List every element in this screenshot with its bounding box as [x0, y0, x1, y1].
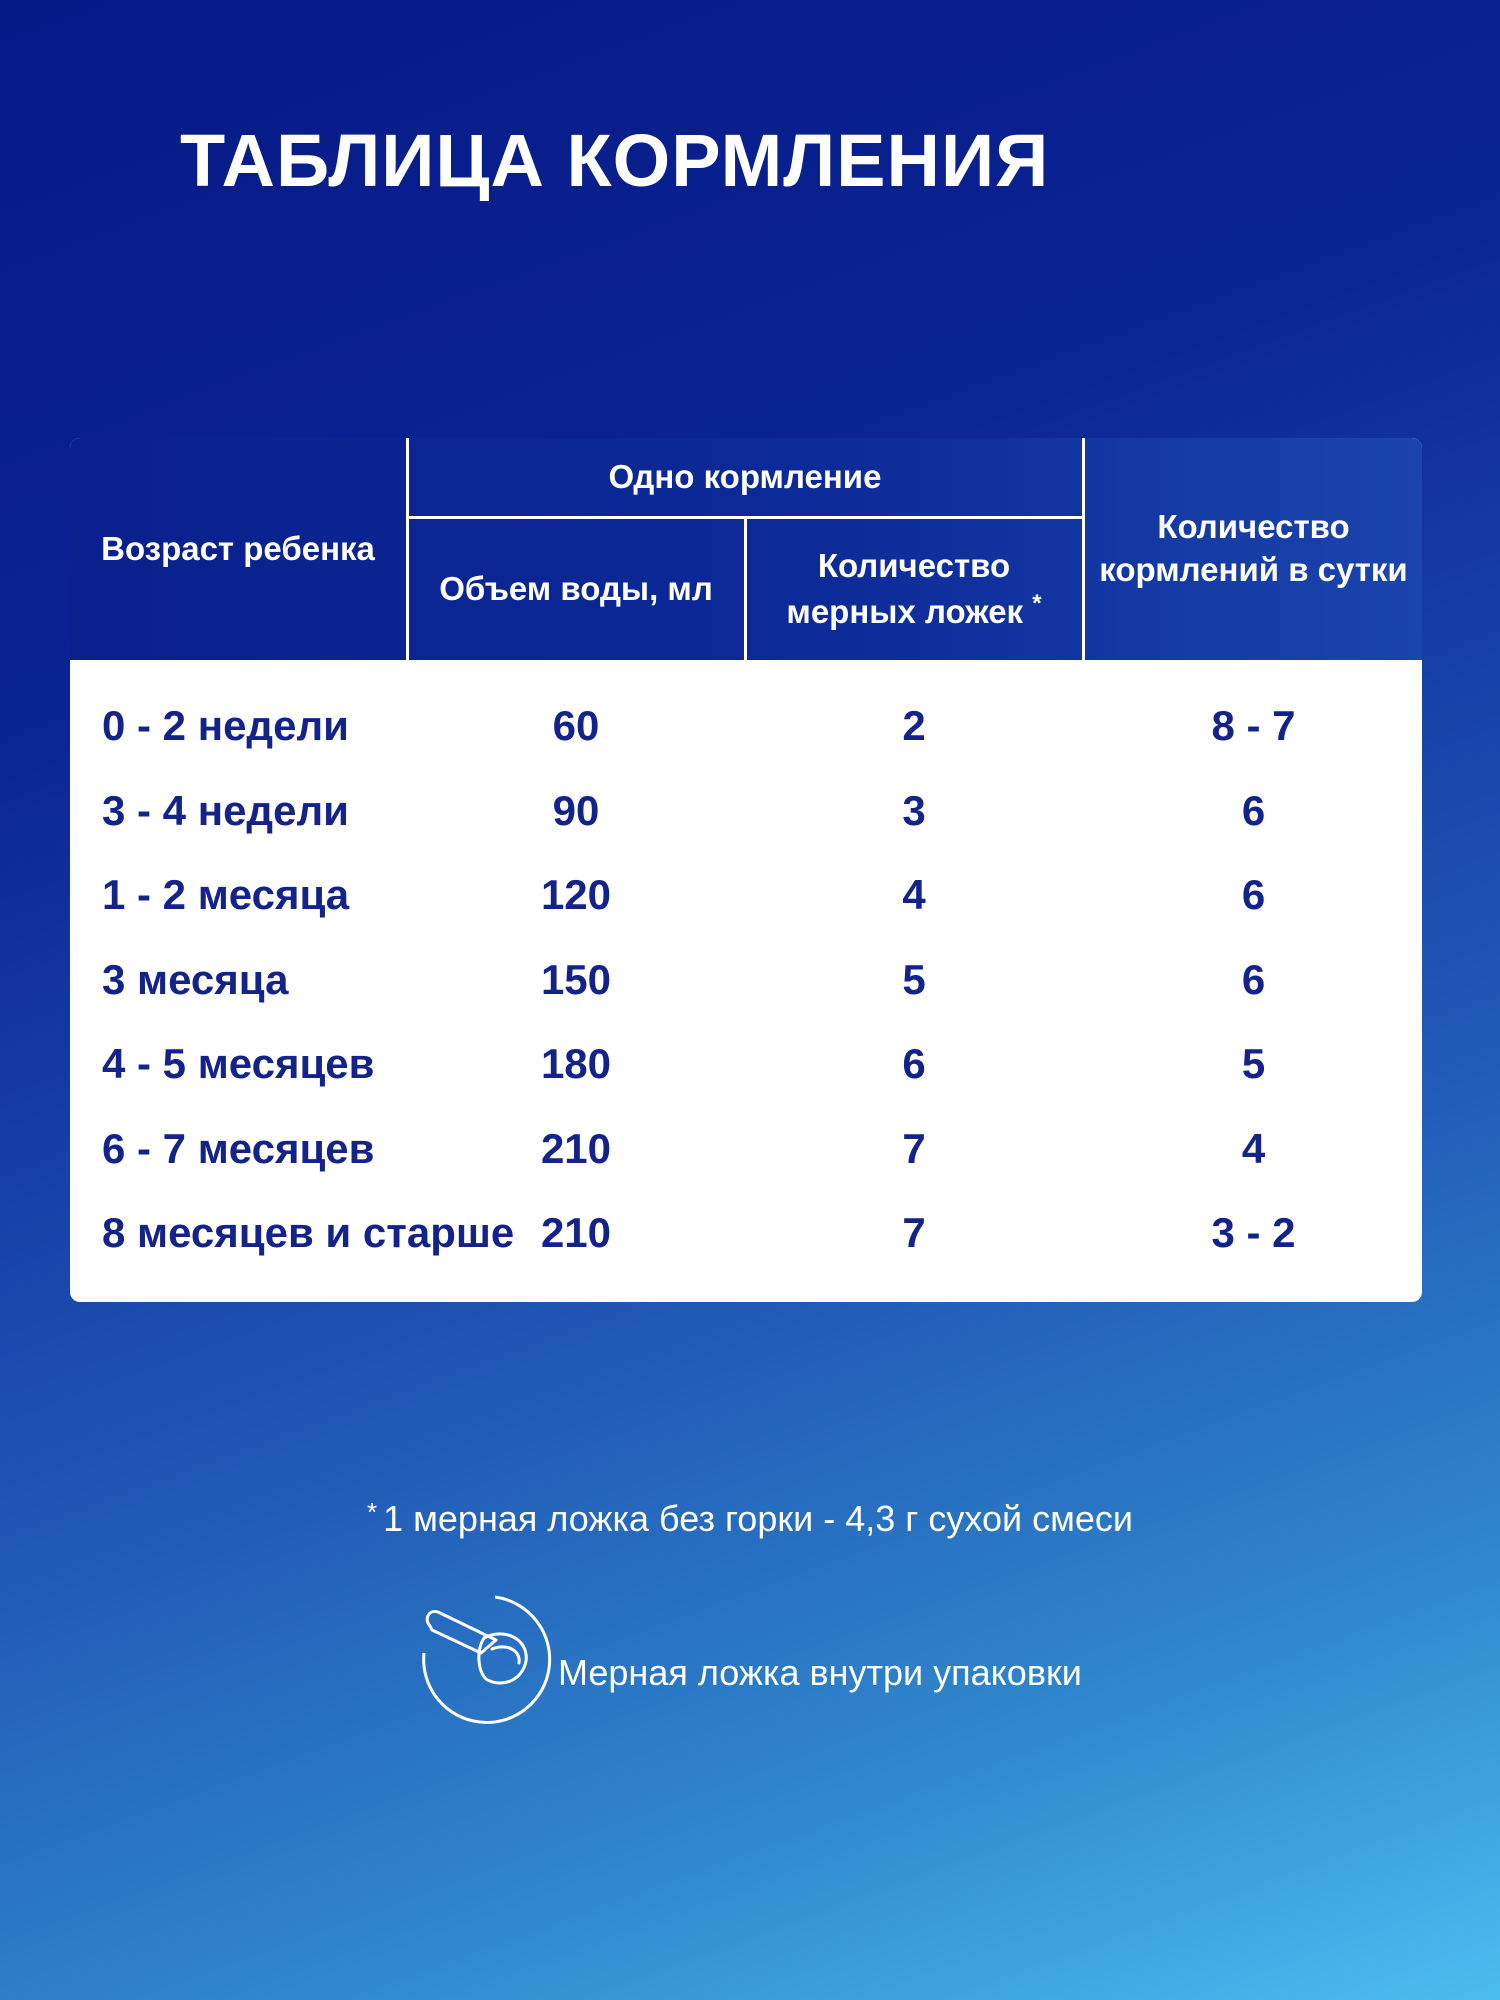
cell-water: 210 — [540, 1209, 612, 1256]
cell-feedings: 3 - 2 — [1211, 1209, 1296, 1256]
header-divider — [1082, 438, 1085, 660]
cell-age: 0 - 2 недели — [102, 702, 349, 749]
cell-spoons: 6 — [902, 1040, 926, 1087]
cell-age: 4 - 5 месяцев — [102, 1040, 375, 1087]
cell-water: 120 — [540, 871, 612, 918]
cell-spoons: 2 — [902, 702, 926, 749]
footnote-text: 1 мерная ложка без горки - 4,3 г сухой смеси — [383, 1498, 1133, 1539]
cell-feedings: 8 - 7 — [1211, 702, 1296, 749]
header-one-feeding: Одно кормление — [608, 457, 882, 495]
table-row — [70, 1107, 1422, 1191]
cell-feedings: 6 — [1241, 787, 1266, 834]
header-divider — [406, 516, 1085, 519]
header-feedings-per-day — [1085, 438, 1422, 660]
header-water-volume: Объем воды, мл — [439, 570, 713, 608]
cell-age: 6 - 7 месяцев — [102, 1125, 375, 1172]
cell-feedings: 4 — [1241, 1125, 1266, 1172]
cell-spoons: 5 — [902, 956, 926, 1003]
measuring-spoon-icon — [418, 1593, 552, 1727]
header-divider — [744, 516, 747, 660]
table-row — [70, 769, 1422, 853]
cell-water: 210 — [540, 1125, 612, 1172]
header-divider — [406, 438, 409, 660]
footnote — [0, 1497, 1500, 1540]
cell-age: 8 месяцев и старше — [102, 1209, 515, 1256]
header-spoons-line2: мерных ложек — [786, 593, 1024, 630]
cell-water: 180 — [540, 1040, 612, 1087]
cell-water: 90 — [552, 787, 600, 834]
spoon-note: Мерная ложка внутри упаковки — [558, 1652, 1082, 1693]
cell-spoons: 7 — [902, 1209, 926, 1256]
header-feedings-line2: кормлений в сутки — [1099, 551, 1408, 588]
header-feedings-line1: Количество — [1157, 508, 1350, 546]
cell-water: 150 — [540, 956, 612, 1003]
page-title: ТАБЛИЦА КОРМЛЕНИЯ — [180, 119, 1050, 202]
table-row — [70, 1022, 1422, 1106]
cell-feedings: 6 — [1241, 871, 1266, 918]
cell-age: 1 - 2 месяца — [102, 871, 350, 918]
header-spoons-footnote-mark: * — [1032, 590, 1042, 617]
cell-feedings: 6 — [1241, 956, 1266, 1003]
table-row — [70, 938, 1422, 1022]
table-row — [70, 1191, 1422, 1275]
cell-feedings: 5 — [1241, 1040, 1266, 1087]
cell-spoons: 4 — [902, 871, 926, 918]
footnote-mark: * — [367, 1497, 378, 1527]
feeding-table — [70, 438, 1422, 1302]
table-header — [70, 438, 1422, 660]
cell-age: 3 - 4 недели — [102, 787, 349, 834]
table-row — [70, 853, 1422, 937]
cell-spoons: 3 — [902, 787, 926, 834]
header-spoons-line1: Количество — [817, 547, 1011, 585]
header-spoons — [746, 519, 1082, 660]
header-age: Возраст ребенка — [101, 529, 375, 567]
header-spoons-line2-wrap — [786, 588, 1041, 634]
cell-water: 60 — [552, 702, 600, 749]
table-row — [70, 684, 1422, 768]
cell-age: 3 месяца — [102, 956, 289, 1003]
cell-spoons: 7 — [902, 1125, 926, 1172]
